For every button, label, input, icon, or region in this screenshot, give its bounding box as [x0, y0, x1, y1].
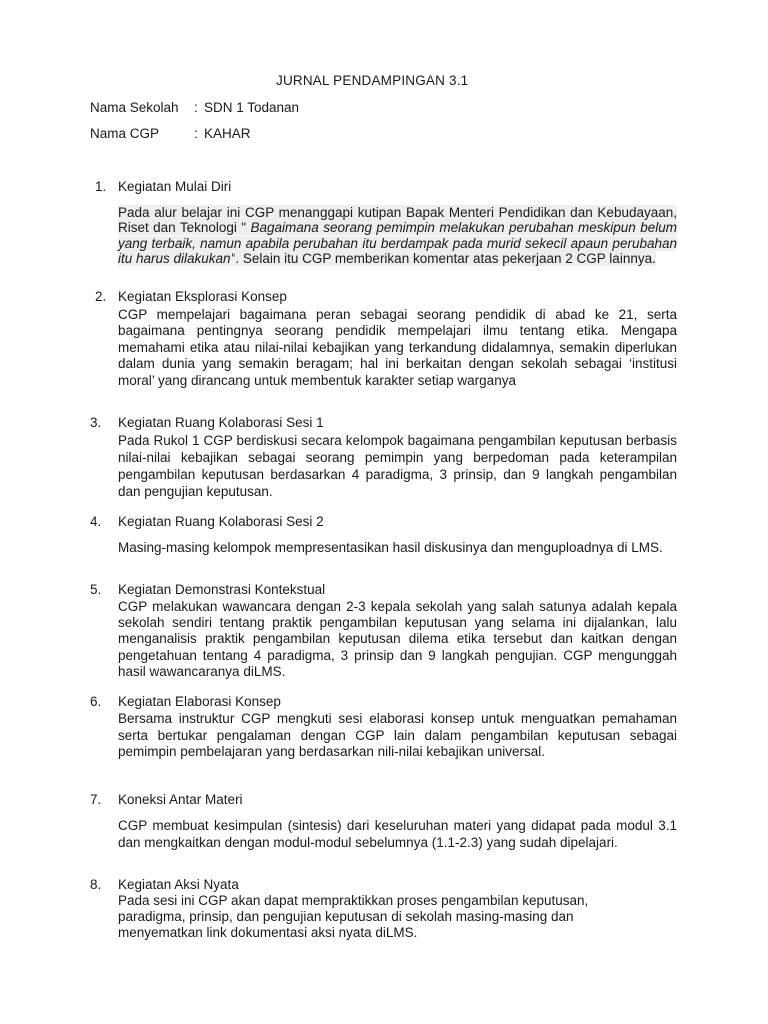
meta-separator: :	[194, 126, 198, 141]
item-number: 4.	[90, 514, 102, 529]
item-body-text: . Selain itu CGP memberikan komentar atas pekerjaan 2 CGP lainnya.	[235, 251, 656, 267]
item-number: 8.	[90, 877, 102, 892]
meta-separator: :	[194, 100, 198, 115]
item-number: 5.	[90, 582, 102, 597]
item-heading: Kegiatan Ruang Kolaborasi Sesi 1	[118, 415, 324, 430]
item-heading: Kegiatan Mulai Diri	[118, 179, 232, 194]
item-body: CGP mempelajari bagaimana peran sebagai seorang pendidik di abad ke 21, serta bagaimana pentingnya seorang pendidik mempelajari ilmu tentang etika. Mengapa memahami etika atau nilai-nilai kebajikan yang terkandung didalamnya, semakin diperlukan dalam dunia yang semakin beragam; hal ini berkaitan dengan sekolah sebagai ‘institusi moral’ yang dirancang untuk membentuk karakter setiap warganya	[118, 307, 677, 388]
meta-label: Nama CGP	[90, 126, 160, 141]
meta-value: KAHAR	[204, 126, 251, 141]
item-body-text: Pada alur belajar ini CGP menanggapi kutipan Bapak Menteri Pendidikan dan Kebudayaan, Riset dan Teknologi "	[118, 205, 677, 236]
item-number: 3.	[90, 415, 102, 430]
item-heading: Kegiatan Ruang Kolaborasi Sesi 2	[118, 514, 324, 529]
item-heading: Koneksi Antar Materi	[118, 792, 243, 807]
item-number: 2.	[95, 289, 107, 304]
item-body: Masing-masing kelompok mempresentasikan hasil diskusinya dan menguploadnya di LMS.	[118, 540, 663, 555]
item-heading: Kegiatan Demonstrasi Kontekstual	[118, 582, 326, 597]
meta-row-school	[90, 100, 299, 115]
meta-label: Nama Sekolah	[90, 100, 179, 115]
meta-row-cgp	[90, 126, 251, 141]
item-number: 6.	[90, 694, 102, 709]
item-number: 7.	[90, 792, 102, 807]
item-number: 1.	[95, 179, 107, 194]
item-heading: Kegiatan Eksplorasi Konsep	[118, 289, 287, 304]
item-body: Pada Rukol 1 CGP berdiskusi secara kelompok bagaimana pengambilan keputusan berbasis nilai-nilai kebajikan sebagai seorang pemimpin yang berpedoman pada keterampilan pengambilan keputusan berdasarkan 4 paradigma, 3 prinsip, dan 9 langkah pengambilan dan pengujian keputusan.	[118, 433, 677, 499]
meta-value: SDN 1 Todanan	[204, 100, 300, 115]
item-body: CGP melakukan wawancara dengan 2-3 kepala sekolah yang salah satunya adalah kepala sekolah sendiri tentang praktik pengambilan keputusan yang selama ini dijalankan, lalu menganalisis praktik pengambilan keputusan dilema etika tersebut dan kaitkan dengan pengetahuan tentang 4 paradigma, 3 prinsip dan 9 langkah pengujian. CGP mengunggah hasil wawancaranya diLMS.	[118, 599, 677, 679]
document-title: JURNAL PENDAMPINGAN 3.1	[276, 73, 469, 88]
item-body	[118, 205, 677, 267]
item-body-quote: Bagaimana seorang pemimpin melakukan perubahan meskipun belum yang terbaik, namun apabila perubahan itu berdampak pada murid sekecil apaun perubahan itu harus dilakukan"	[118, 220, 677, 267]
item-body: Bersama instruktur CGP mengkuti sesi elaborasi konsep untuk menguatkan pemahaman serta bertukar pengalaman dengan CGP lain dalam pengambilan keputusan sebagai pemimpin pembelajaran yang berdasarkan nili-nilai kebajikan universal.	[118, 711, 677, 759]
item-heading: Kegiatan Aksi Nyata	[118, 877, 239, 892]
item-heading: Kegiatan Elaborasi Konsep	[118, 694, 281, 709]
item-body: Pada sesi ini CGP akan dapat mempraktikkan proses pengambilan keputusan, paradigma, prinsip, dan pengujian keputusan di sekolah masing-masing dan menyematkan link dokumentasi aksi nyata diLMS.	[118, 893, 589, 941]
item-body: CGP membuat kesimpulan (sintesis) dari keseluruhan materi yang didapat pada modul 3.1 dan mengkaitkan dengan modul-modul sebelumnya (1.1-2.3) yang sudah dipelajari.	[118, 818, 677, 850]
